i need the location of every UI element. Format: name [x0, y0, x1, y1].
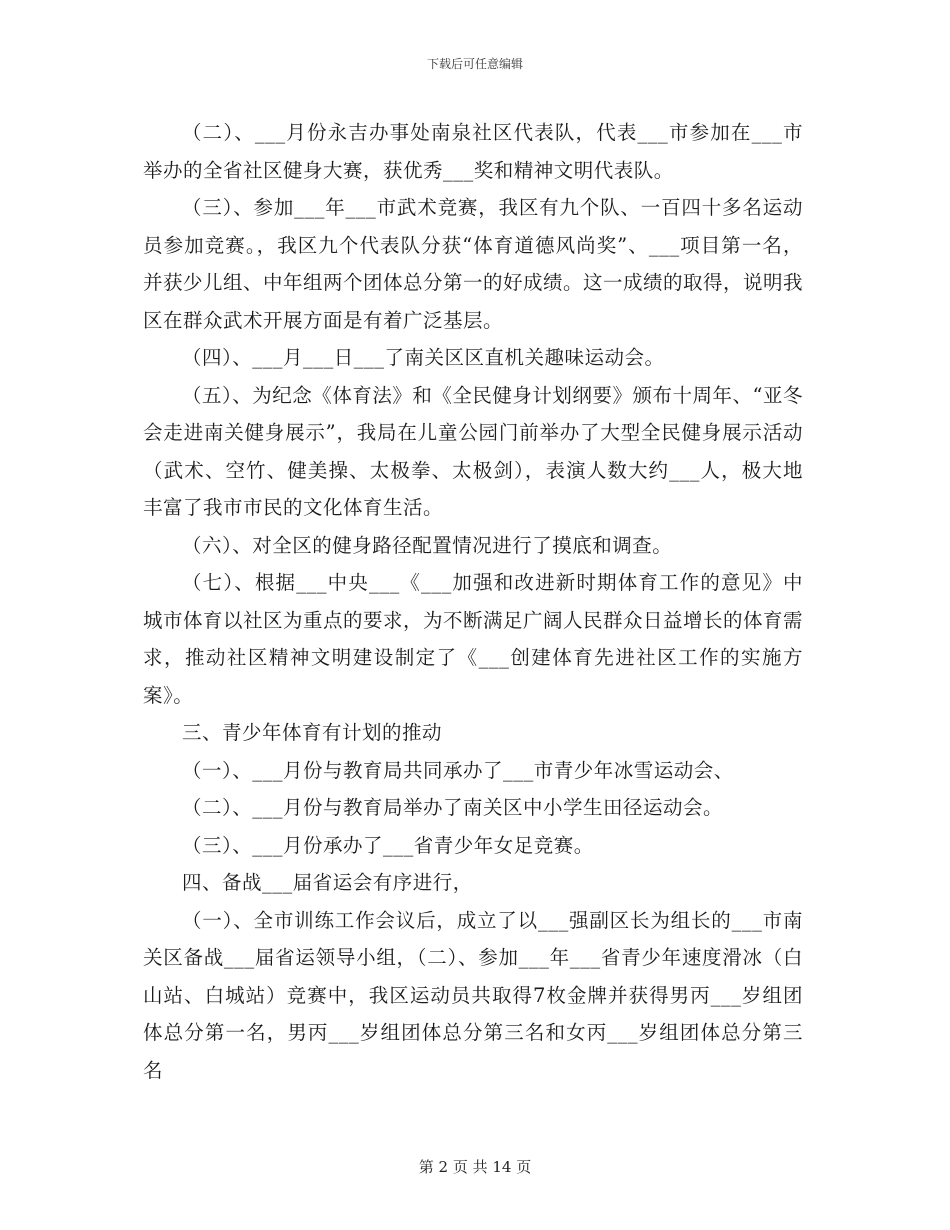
page-footer: 第 2 页 共 14 页	[418, 1158, 532, 1176]
paragraph: （六）、对全区的健身路径配置情况进行了摸底和调查。	[182, 533, 673, 557]
page-header: 下载后可任意编辑	[426, 57, 523, 71]
paragraph: （三）、___月份承办了___省青少年女足竞赛。	[182, 833, 594, 857]
paragraph: （四）、___月___日___了南关区区直机关趣味运动会。	[182, 346, 665, 369]
paragraph: （三）、参加___年___市武术竞赛，我区有九个队、一百四十多名运动员参加竞赛。，我区九个代表队分获“体育道德风尚奖”、___项目第一名，并获少儿组、中年组两个团体总分第一的好成绩。这一成绩的取得，说明我区在群众武术开展方面是有着广泛基层。	[143, 196, 804, 332]
paragraph: （一）、全市训练工作会议后，成立了以___强副区长为组长的___市南关区备战___届省运领导小组，（二）、参加___年___省青少年速度滑冰（白山站、白城站）竞赛中，我区运动员共取得7枚金牌并获得男丙___岁组团体总分第一名，男丙___岁组团体总分第三名和女丙___岁组团体总分第三名	[143, 908, 803, 1082]
paragraph: （七）、根据___中央___《___加强和改进新时期体育工作的意见》中城市体育以社区为重点的要求，为不断满足广阔人民群众日益增长的体育需求，推动社区精神文明建设制定了《___创建体育先进社区工作的实施方案》。	[143, 571, 804, 707]
document-body	[143, 114, 803, 1089]
section-heading: 四、备战___届省运会有序进行，	[182, 871, 473, 894]
paragraph: （二）、___月份永吉办事处南泉社区代表队，代表___市参加在___市举办的全省社区健身大赛，获优秀___奖和精神文明代表队。	[143, 121, 803, 182]
paragraph: （二）、___月份与教育局举办了南关区中小学生田径运动会。	[182, 796, 724, 819]
paragraph: （一）、___月份与教育局共同承办了___市青少年冰雪运动会、	[182, 758, 734, 782]
paragraph: （五）、为纪念《体育法》和《全民健身计划纲要》颁布十周年、“亚冬会走进南关健身展示”，我局在儿童公园门前举办了大型全民健身展示活动（武术、空竹、健美操、太极拳、太极剑），表演人数大约___人，极大地丰富了我市市民的文化体育生活。	[143, 383, 803, 519]
section-heading: 三、青少年体育有计划的推动	[182, 721, 443, 744]
